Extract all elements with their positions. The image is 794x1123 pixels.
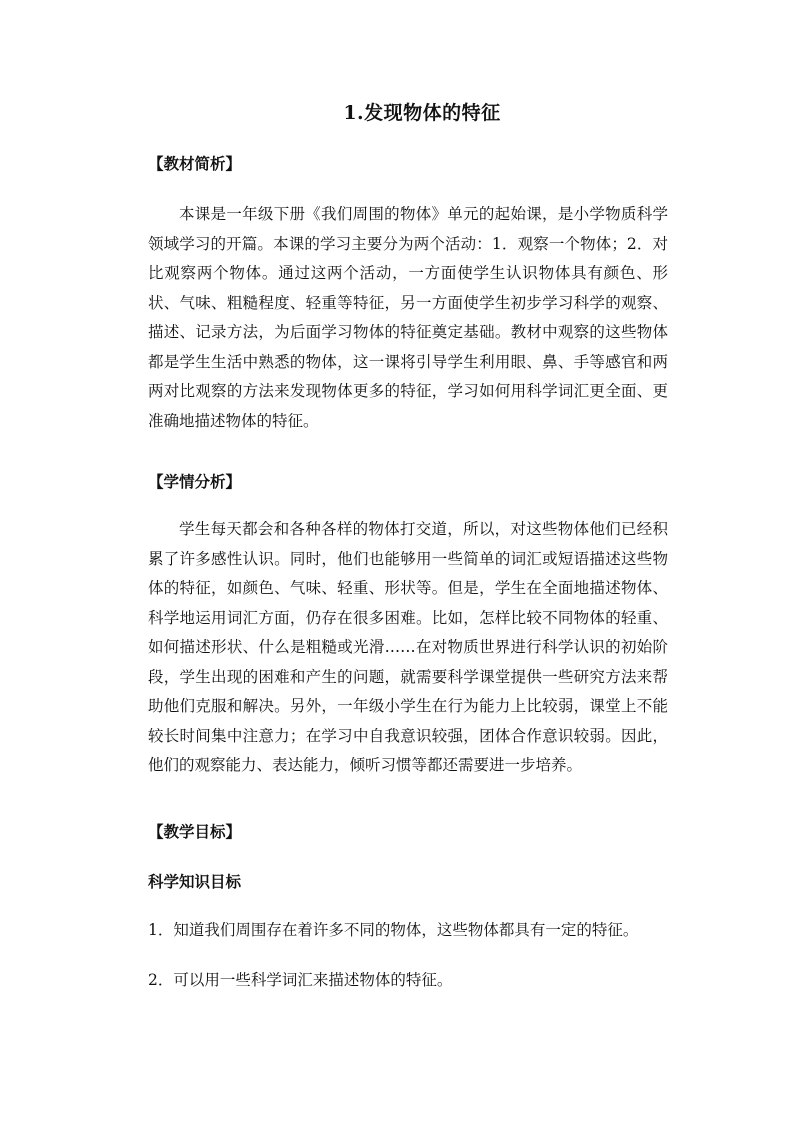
document-title: 1.发现物体的特征 [343, 102, 501, 124]
section-heading-teaching-goals: 【教学目标】 [148, 822, 242, 841]
learner-analysis-paragraph: 学生每天都会和各种各样的物体打交道，所以，对这些物体他们已经积累了许多感性认识。同时，他们也能够用一些简单的词汇或短语描述这些物体的特征，如颜色、气味、轻重、形状等。但是，学生在全面地描述物体、科学地运用词汇方面，仍存在很多困难。比如，怎样比较不同物体的轻重、如何描述形状、什么是粗糙或光滑……在对物质世界进行科学认识的初始阶段，学生出现的困难和产生的问题，就需要科学课堂提供一些研究方法来帮助他们克服和解决。另外，一年级小学生在行为能力上比较弱，课堂上不能较长时间集中注意力；在学习中自我意识较强，团体合作意识较弱。因此，他们的观察能力、表达能力，倾听习惯等都还需要进一步培养。 [148, 520, 668, 774]
section-heading-learner-analysis: 【学情分析】 [148, 472, 242, 491]
goal-item: 1．知道我们周围存在着许多不同的物体，这些物体都具有一定的特征。 [148, 921, 639, 939]
subheading-science-knowledge: 科学知识目标 [148, 872, 242, 891]
section-heading-textbook-analysis: 【教材简析】 [148, 154, 242, 173]
goal-item: 2．可以用一些科学词汇来描述物体的特征。 [148, 971, 453, 989]
textbook-analysis-paragraph: 本课是一年级下册《我们周围的物体》单元的起始课，是小学物质科学领域学习的开篇。本课的学习主要分为两个活动：1．观察一个物体；2．对比观察两个物体。通过这两个活动，一方面使学生认识物体具有颜色、形状、气味、粗糙程度、轻重等特征，另一方面使学生初步学习科学的观察、描述、记录方法，为后面学习物体的特征奠定基础。教材中观察的这些物体都是学生生活中熟悉的物体，这一课将引导学生利用眼、鼻、手等感官和两两对比观察的方法来发现物体更多的特征，学习如何用科学词汇更全面、更准确地描述物体的特征。 [148, 205, 668, 430]
